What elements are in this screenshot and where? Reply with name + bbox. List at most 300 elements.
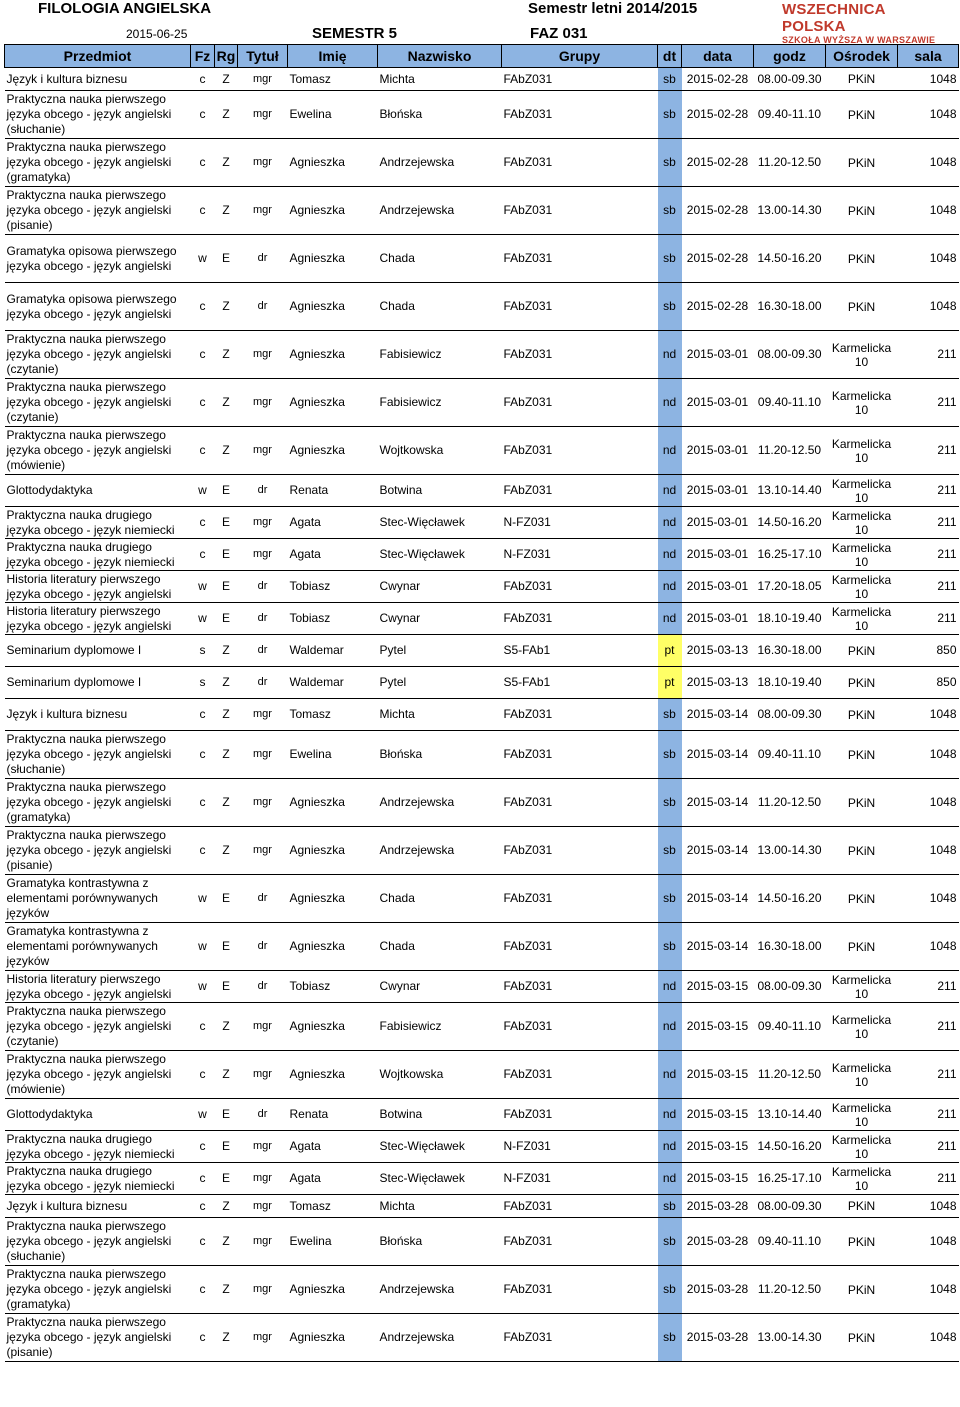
cell-room: 1048 [898,187,959,235]
cell-time: 14.50-16.20 [754,1131,826,1163]
table-row [5,971,959,1003]
cell-subject: Język i kultura biznesu [5,1195,191,1218]
cell-first-name: Waldemar [288,667,378,699]
cell-time: 09.40-11.10 [754,1003,826,1051]
cell-form: c [191,731,215,779]
cell-day: nd [658,971,682,1003]
table-row [5,1218,959,1266]
cell-day: sb [658,1195,682,1218]
cell-title: mgr [238,539,288,571]
cell-center: PKiN [826,91,898,139]
cell-title: dr [238,875,288,923]
cell-title: mgr [238,507,288,539]
print-date: 2015-06-25 [126,27,188,41]
cell-date: 2015-03-15 [682,971,754,1003]
col-header-last-name: Nazwisko [378,45,502,68]
cell-first-name: Waldemar [288,635,378,667]
cell-grading: Z [215,68,238,91]
cell-first-name: Agnieszka [288,1051,378,1099]
group-label: FAZ 031 [530,25,588,42]
table-row [5,603,959,635]
cell-last-name: Andrzejewska [378,1314,502,1362]
cell-title: mgr [238,827,288,875]
cell-time: 09.40-11.10 [754,91,826,139]
table-row [5,635,959,667]
cell-first-name: Agata [288,1131,378,1163]
cell-time: 08.00-09.30 [754,1195,826,1218]
cell-day: nd [658,1163,682,1195]
cell-time: 13.00-14.30 [754,187,826,235]
col-header-subject: Przedmiot [5,45,191,68]
cell-center: PKiN [826,1218,898,1266]
cell-group: FAbZ031 [502,1266,658,1314]
cell-center: PKiN [826,827,898,875]
cell-date: 2015-03-13 [682,667,754,699]
cell-time: 16.30-18.00 [754,635,826,667]
cell-subject: Język i kultura biznesu [5,699,191,731]
cell-subject: Historia literatury pierwszego języka obcego - język angielski [5,571,191,603]
cell-center: Karmelicka 10 [826,475,898,507]
cell-title: dr [238,923,288,971]
cell-title: dr [238,283,288,331]
cell-room: 1048 [898,1314,959,1362]
cell-group: FAbZ031 [502,91,658,139]
col-header-form: Fz [191,45,215,68]
cell-group: N-FZ031 [502,507,658,539]
cell-grading: Z [215,635,238,667]
table-row [5,1266,959,1314]
cell-grading: Z [215,427,238,475]
cell-form: c [191,1314,215,1362]
table-row [5,1131,959,1163]
cell-title: dr [238,475,288,507]
cell-form: w [191,475,215,507]
cell-grading: Z [215,1003,238,1051]
col-header-grading: Rg [215,45,238,68]
table-row [5,507,959,539]
cell-room: 1048 [898,235,959,283]
cell-date: 2015-03-01 [682,331,754,379]
cell-subject: Praktyczna nauka pierwszego języka obcego - język angielski (pisanie) [5,827,191,875]
cell-title: mgr [238,187,288,235]
cell-center: PKiN [826,139,898,187]
cell-subject: Praktyczna nauka pierwszego języka obcego - język angielski (mówienie) [5,427,191,475]
cell-group: FAbZ031 [502,379,658,427]
cell-subject: Historia literatury pierwszego języka obcego - język angielski [5,603,191,635]
col-header-date: data [682,45,754,68]
cell-form: c [191,68,215,91]
cell-first-name: Agnieszka [288,1266,378,1314]
table-row [5,923,959,971]
cell-grading: E [215,475,238,507]
cell-date: 2015-03-01 [682,571,754,603]
cell-room: 211 [898,1163,959,1195]
cell-time: 11.20-12.50 [754,1051,826,1099]
cell-last-name: Cwynar [378,971,502,1003]
cell-title: mgr [238,1266,288,1314]
cell-group: FAbZ031 [502,1314,658,1362]
table-row [5,1099,959,1131]
cell-group: FAbZ031 [502,603,658,635]
schedule-body [5,68,959,1362]
cell-subject: Gramatyka opisowa pierwszego języka obcego - język angielski [5,283,191,331]
cell-date: 2015-03-28 [682,1195,754,1218]
cell-title: mgr [238,379,288,427]
cell-last-name: Botwina [378,475,502,507]
table-row [5,731,959,779]
cell-room: 1048 [898,827,959,875]
cell-day: nd [658,571,682,603]
cell-time: 18.10-19.40 [754,667,826,699]
table-row [5,475,959,507]
table-row [5,68,959,91]
cell-form: w [191,923,215,971]
cell-group: S5-FAb1 [502,635,658,667]
cell-room: 211 [898,1051,959,1099]
cell-last-name: Michta [378,1195,502,1218]
cell-group: N-FZ031 [502,1163,658,1195]
cell-grading: E [215,603,238,635]
cell-room: 211 [898,379,959,427]
cell-form: c [191,507,215,539]
cell-time: 11.20-12.50 [754,779,826,827]
table-row [5,1314,959,1362]
cell-group: FAbZ031 [502,731,658,779]
col-header-title: Tytuł [238,45,288,68]
cell-date: 2015-03-01 [682,475,754,507]
cell-group: N-FZ031 [502,539,658,571]
table-row [5,699,959,731]
cell-form: w [191,1099,215,1131]
table-row [5,331,959,379]
cell-first-name: Agnieszka [288,331,378,379]
table-row [5,827,959,875]
cell-form: c [191,699,215,731]
cell-title: mgr [238,91,288,139]
cell-first-name: Agnieszka [288,923,378,971]
cell-subject: Praktyczna nauka pierwszego języka obcego - język angielski (słuchanie) [5,731,191,779]
cell-first-name: Ewelina [288,1218,378,1266]
cell-grading: E [215,923,238,971]
cell-title: mgr [238,1003,288,1051]
cell-last-name: Fabisiewicz [378,331,502,379]
cell-day: sb [658,923,682,971]
cell-form: w [191,603,215,635]
cell-first-name: Tomasz [288,699,378,731]
cell-day: sb [658,875,682,923]
cell-day: sb [658,1218,682,1266]
cell-form: c [191,539,215,571]
cell-first-name: Tomasz [288,1195,378,1218]
cell-subject: Praktyczna nauka pierwszego języka obcego - język angielski (czytanie) [5,1003,191,1051]
cell-center: Karmelicka 10 [826,427,898,475]
cell-form: w [191,571,215,603]
cell-time: 16.30-18.00 [754,923,826,971]
cell-grading: Z [215,1195,238,1218]
col-header-time: godz [754,45,826,68]
cell-grading: E [215,1131,238,1163]
cell-last-name: Pytel [378,667,502,699]
cell-grading: E [215,971,238,1003]
cell-first-name: Tobiasz [288,603,378,635]
cell-time: 16.25-17.10 [754,1163,826,1195]
cell-last-name: Andrzejewska [378,139,502,187]
cell-room: 1048 [898,68,959,91]
program-title: FILOLOGIA ANGIELSKA [38,0,212,17]
cell-day: sb [658,731,682,779]
table-row [5,379,959,427]
cell-room: 211 [898,539,959,571]
cell-group: FAbZ031 [502,923,658,971]
cell-form: c [191,139,215,187]
cell-title: dr [238,571,288,603]
cell-time: 14.50-16.20 [754,507,826,539]
table-row [5,667,959,699]
cell-group: FAbZ031 [502,187,658,235]
cell-room: 211 [898,571,959,603]
cell-grading: Z [215,667,238,699]
cell-group: FAbZ031 [502,779,658,827]
table-row [5,139,959,187]
cell-date: 2015-03-15 [682,1131,754,1163]
cell-grading: Z [215,91,238,139]
cell-time: 13.10-14.40 [754,1099,826,1131]
cell-date: 2015-03-13 [682,635,754,667]
cell-first-name: Agnieszka [288,139,378,187]
cell-first-name: Agnieszka [288,235,378,283]
cell-title: dr [238,603,288,635]
cell-room: 211 [898,427,959,475]
cell-last-name: Botwina [378,1099,502,1131]
cell-date: 2015-03-15 [682,1003,754,1051]
cell-grading: Z [215,1051,238,1099]
cell-time: 11.20-12.50 [754,139,826,187]
university-logo [782,1,940,45]
cell-date: 2015-02-28 [682,68,754,91]
cell-center: PKiN [826,283,898,331]
cell-date: 2015-03-14 [682,731,754,779]
cell-center: Karmelicka 10 [826,971,898,1003]
cell-subject: Gramatyka kontrastywna z elementami porównywanych języków [5,923,191,971]
cell-group: FAbZ031 [502,283,658,331]
cell-center: Karmelicka 10 [826,1163,898,1195]
cell-group: FAbZ031 [502,1051,658,1099]
col-header-room: sala [898,45,959,68]
cell-day: sb [658,1266,682,1314]
cell-room: 211 [898,603,959,635]
cell-grading: E [215,875,238,923]
cell-date: 2015-03-01 [682,507,754,539]
cell-day: sb [658,91,682,139]
cell-room: 850 [898,635,959,667]
cell-center: PKiN [826,875,898,923]
cell-group: FAbZ031 [502,571,658,603]
cell-form: w [191,875,215,923]
table-row [5,187,959,235]
cell-center: Karmelicka 10 [826,571,898,603]
cell-date: 2015-03-28 [682,1266,754,1314]
cell-center: Karmelicka 10 [826,1099,898,1131]
cell-first-name: Tomasz [288,68,378,91]
cell-form: c [191,827,215,875]
cell-time: 18.10-19.40 [754,603,826,635]
cell-day: pt [658,667,682,699]
cell-day: nd [658,539,682,571]
cell-date: 2015-03-15 [682,1051,754,1099]
cell-date: 2015-02-28 [682,91,754,139]
cell-subject: Praktyczna nauka pierwszego języka obcego - język angielski (gramatyka) [5,139,191,187]
cell-title: dr [238,635,288,667]
cell-grading: Z [215,379,238,427]
cell-group: FAbZ031 [502,68,658,91]
cell-center: Karmelicka 10 [826,1003,898,1051]
cell-last-name: Błońska [378,91,502,139]
cell-title: dr [238,971,288,1003]
cell-title: mgr [238,427,288,475]
cell-last-name: Cwynar [378,603,502,635]
cell-day: sb [658,1314,682,1362]
cell-title: dr [238,235,288,283]
cell-title: mgr [238,779,288,827]
cell-grading: Z [215,731,238,779]
semester-label: SEMESTR 5 [312,25,398,42]
cell-room: 1048 [898,91,959,139]
cell-subject: Historia literatury pierwszego języka obcego - język angielski [5,971,191,1003]
cell-day: nd [658,1003,682,1051]
cell-date: 2015-03-14 [682,699,754,731]
cell-center: PKiN [826,699,898,731]
table-row [5,539,959,571]
cell-subject: Praktyczna nauka pierwszego języka obcego - język angielski (pisanie) [5,187,191,235]
cell-subject: Praktyczna nauka drugiego języka obcego - język niemiecki [5,507,191,539]
cell-room: 1048 [898,923,959,971]
cell-center: Karmelicka 10 [826,1051,898,1099]
cell-group: FAbZ031 [502,827,658,875]
cell-group: FAbZ031 [502,1195,658,1218]
cell-first-name: Agnieszka [288,283,378,331]
cell-room: 211 [898,331,959,379]
cell-day: pt [658,635,682,667]
logo-sub-text: SZKOŁA WYŻSZA W WARSZAWIE [782,35,936,45]
cell-day: nd [658,1051,682,1099]
cell-room: 1048 [898,139,959,187]
cell-subject: Glottodydaktyka [5,475,191,507]
cell-time: 16.25-17.10 [754,539,826,571]
cell-day: sb [658,139,682,187]
table-row [5,427,959,475]
schedule-table [4,44,959,1362]
cell-room: 1048 [898,875,959,923]
cell-date: 2015-03-01 [682,539,754,571]
cell-last-name: Wojtkowska [378,1051,502,1099]
table-header-row [5,45,959,68]
cell-last-name: Pytel [378,635,502,667]
cell-first-name: Agnieszka [288,379,378,427]
cell-title: mgr [238,1314,288,1362]
table-row [5,91,959,139]
cell-title: mgr [238,1163,288,1195]
cell-time: 09.40-11.10 [754,1218,826,1266]
cell-first-name: Agnieszka [288,187,378,235]
cell-grading: Z [215,827,238,875]
cell-date: 2015-03-28 [682,1314,754,1362]
cell-center: Karmelicka 10 [826,539,898,571]
cell-date: 2015-02-28 [682,187,754,235]
cell-title: dr [238,667,288,699]
cell-subject: Seminarium dyplomowe I [5,667,191,699]
cell-title: mgr [238,68,288,91]
cell-center: Karmelicka 10 [826,1131,898,1163]
cell-center: PKiN [826,923,898,971]
cell-time: 17.20-18.05 [754,571,826,603]
cell-form: w [191,971,215,1003]
cell-title: mgr [238,139,288,187]
cell-date: 2015-03-01 [682,379,754,427]
cell-form: c [191,1266,215,1314]
cell-group: FAbZ031 [502,331,658,379]
table-row [5,571,959,603]
cell-subject: Praktyczna nauka pierwszego języka obcego - język angielski (gramatyka) [5,1266,191,1314]
cell-first-name: Renata [288,475,378,507]
cell-group: FAbZ031 [502,1003,658,1051]
cell-center: Karmelicka 10 [826,331,898,379]
cell-title: dr [238,1099,288,1131]
cell-day: nd [658,475,682,507]
cell-time: 16.30-18.00 [754,283,826,331]
cell-first-name: Agnieszka [288,427,378,475]
cell-form: c [191,779,215,827]
cell-date: 2015-03-14 [682,779,754,827]
cell-date: 2015-03-15 [682,1099,754,1131]
cell-day: nd [658,331,682,379]
cell-title: mgr [238,699,288,731]
col-header-center: Ośrodek [826,45,898,68]
cell-first-name: Agata [288,539,378,571]
cell-room: 1048 [898,1195,959,1218]
cell-room: 1048 [898,731,959,779]
cell-group: FAbZ031 [502,235,658,283]
cell-room: 1048 [898,779,959,827]
cell-first-name: Agnieszka [288,1314,378,1362]
cell-form: c [191,91,215,139]
col-header-first-name: Imię [288,45,378,68]
cell-day: nd [658,507,682,539]
cell-form: c [191,1051,215,1099]
cell-subject: Praktyczna nauka pierwszego języka obcego - język angielski (gramatyka) [5,779,191,827]
cell-day: sb [658,68,682,91]
cell-day: sb [658,235,682,283]
cell-first-name: Agata [288,1163,378,1195]
cell-grading: E [215,507,238,539]
cell-last-name: Fabisiewicz [378,379,502,427]
cell-form: c [191,1131,215,1163]
cell-last-name: Stec-Więcławek [378,539,502,571]
cell-grading: E [215,1163,238,1195]
cell-date: 2015-03-01 [682,603,754,635]
cell-date: 2015-03-14 [682,827,754,875]
cell-center: PKiN [826,187,898,235]
cell-first-name: Ewelina [288,731,378,779]
cell-last-name: Stec-Więcławek [378,1163,502,1195]
cell-last-name: Błońska [378,1218,502,1266]
cell-form: s [191,667,215,699]
cell-date: 2015-03-15 [682,1163,754,1195]
cell-time: 09.40-11.10 [754,731,826,779]
cell-grading: Z [215,139,238,187]
cell-grading: Z [215,283,238,331]
cell-time: 13.10-14.40 [754,475,826,507]
cell-title: mgr [238,331,288,379]
